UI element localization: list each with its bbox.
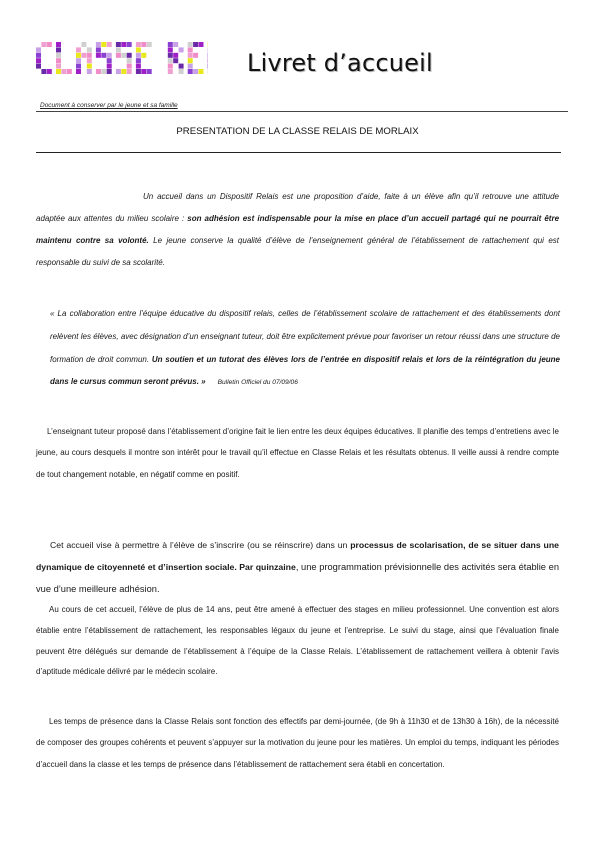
tutor-paragraph <box>36 421 559 485</box>
section-heading: PRESENTATION DE LA CLASSE RELAIS DE MORLAIX <box>176 126 419 137</box>
header-divider <box>36 111 568 112</box>
page-title: Livret d’accueil <box>247 49 433 77</box>
internship-paragraph <box>36 600 559 683</box>
quote-bold-text: Un soutien et un tutorat des élèves lors de l’entrée en dispositif relais et lors de la réintégration du jeune dans le cursus commun seront prévus. » <box>50 354 560 387</box>
reception-paragraph <box>36 534 559 600</box>
quote-text: « La collaboration entre l’équipe éducative du dispositif relais, celles de l’établissement scolaire de rattachement et des établissements dont relèvent les élèves, avec désignation d’un enseignant tuteur, doit être explicitement prévue pour favoriser un retour réussi dans une structure de formation de droit commun. <box>50 309 560 364</box>
official-quote <box>50 303 560 395</box>
reception-text-1: Cet accueil vise à permettre à l’élève de s’inscrire (ou se réinscrire) dans un <box>50 540 351 550</box>
tutor-text: L’enseignant tuteur proposé dans l’établissement d’origine fait le lien entre les deux équipes éducatives. Il planifie des temps d’entretiens avec le jeune, au cours desquels il montre son intérêt pour le travail qu’il effectue en Classe Relais et les résultats obtenus. Il veille aussi à rendre compte de tout changement notable, en négatif comme en positif. <box>36 427 559 479</box>
intro-text-2: Le jeune conserve la qualité d’élève de l’enseignement général de l’établissement de rattachement qui est responsable du suivi de sa scolarité. <box>36 236 559 267</box>
schedule-text: Les temps de présence dans la Classe Relais sont fonction des effectifs par demi-journée, (de 9h à 11h30 et de 13h30 à 16h), de la nécessité de composer des groupes cohérents et peuvent s’appuyer sur la motivation du jeune pour les matières. Un emploi du temps, indiquant les périodes d’accueil dans la classe et les temps de présence dans l’établissement de rattachement sera établi en concertation. <box>36 717 559 769</box>
quote-source: Bulletin Officiel du 07/09/06 <box>217 379 298 387</box>
reception-bold-text: processus de scolarisation, de se situer dans une dynamique de citoyenneté et d’insertion sociale. Par quinzaine <box>36 540 559 572</box>
intro-bold-text: son adhésion est indispensable pour la mise en place d’un accueil partagé qui ne pourrait être maintenu contre sa volonté. <box>36 214 560 245</box>
internship-text: Au cours de cet accueil, l’élève de plus de 14 ans, peut être amené à effectuer des stages en milieu professionnel. Une convention est alors établie entre l’établissement de rattachement, les responsables légaux du jeune et l’entreprise. Le suivi du stage, ainsi que l’évaluation finale peuvent être délégués sur demande de l’établissement à l’équipe de la Classe Relais. L’établissement de rattachement veillera à obtenir l’avis d’aptitude médicale délivré par le médecin scolaire. <box>36 605 559 677</box>
classe-relais-logo <box>36 40 208 76</box>
reception-text-2: , une programmation prévisionnelle des activités sera établie en vue d’une meilleure adhésion. <box>36 562 559 594</box>
keep-document-note: Document à conserver par le jeune et sa famille <box>40 102 178 109</box>
schedule-paragraph <box>36 711 559 775</box>
heading-divider <box>36 152 561 153</box>
intro-paragraph <box>36 186 559 274</box>
intro-text-1: Un accueil dans un Dispositif Relais est une proposition d’aide, faite à un élève afin qu’il retrouve une attitude adaptée aux attentes du milieu scolaire : <box>36 192 559 223</box>
